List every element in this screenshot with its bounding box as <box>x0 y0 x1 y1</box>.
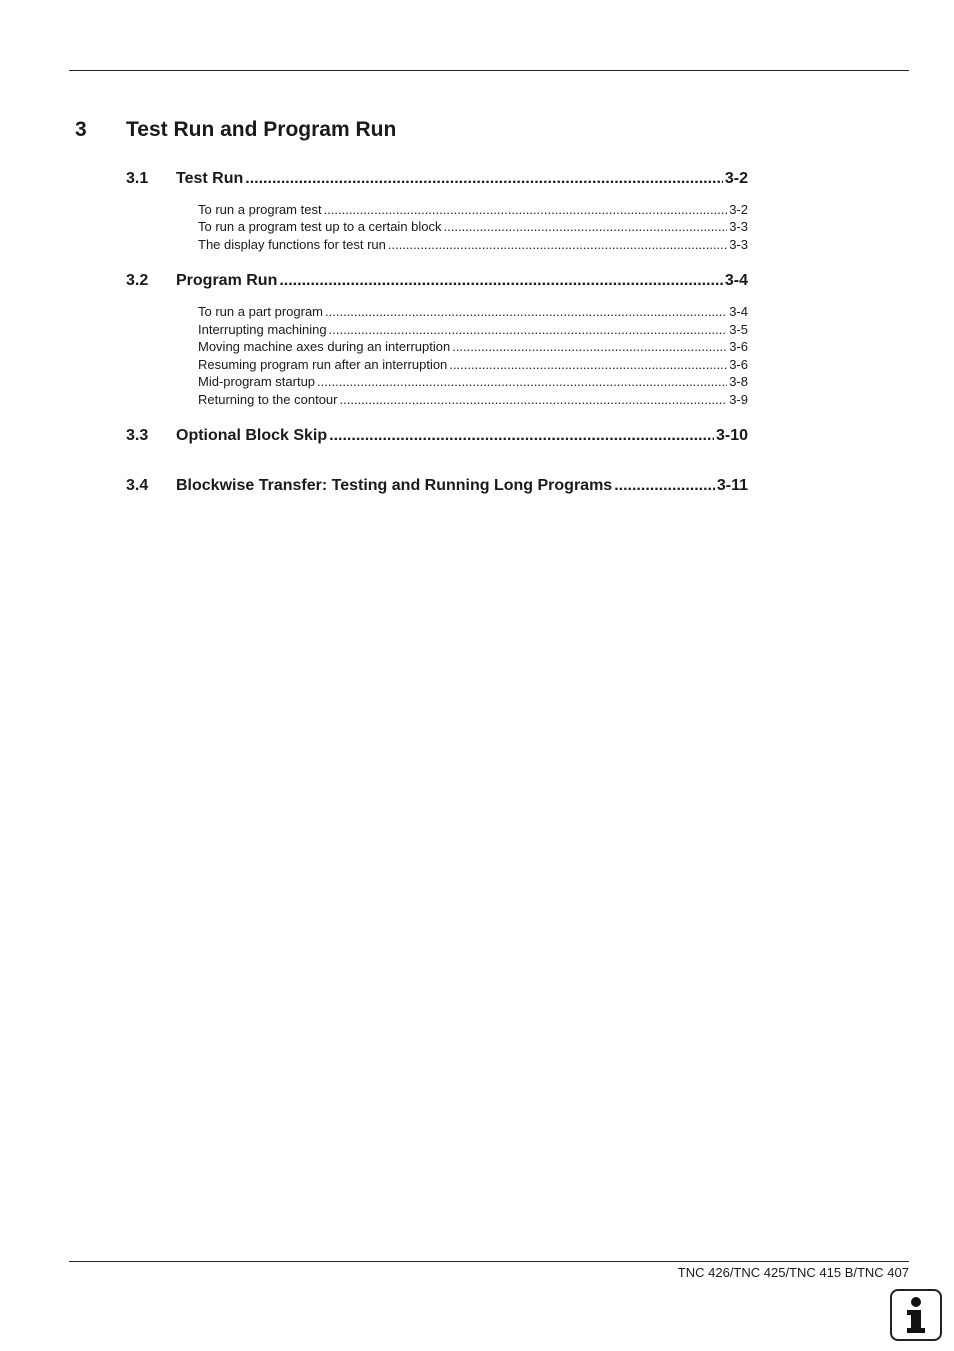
entry-page: 3-5 <box>729 322 748 337</box>
toc-entry[interactable] <box>198 373 748 390</box>
entry-page: 3-6 <box>729 339 748 354</box>
toc-entry[interactable] <box>198 321 748 338</box>
entry-title: Moving machine axes during an interruption <box>198 339 451 354</box>
entry-title: Interrupting machining <box>198 322 327 337</box>
toc-section-3-4[interactable] <box>126 476 748 496</box>
entry-title: Resuming program run after an interruption <box>198 357 448 372</box>
dot-leader <box>317 373 727 390</box>
toc-section-3-2[interactable] <box>126 271 748 291</box>
entry-page: 3-4 <box>729 304 748 319</box>
dot-leader <box>444 218 728 235</box>
section-title: Test Run <box>176 170 244 187</box>
dot-leader <box>449 356 727 373</box>
entry-title: To run a program test up to a certain block <box>198 219 442 234</box>
entry-title: To run a part program <box>198 304 324 319</box>
dot-leader <box>329 426 714 446</box>
toc-entry[interactable] <box>198 356 748 373</box>
chapter-title: Test Run and Program Run <box>126 118 397 141</box>
dot-leader <box>329 321 728 338</box>
footer-model-text: TNC 426/TNC 425/TNC 415 B/TNC 407 <box>677 1265 909 1280</box>
section-page: 3-4 <box>724 272 748 289</box>
toc-entry[interactable] <box>198 391 748 408</box>
toc-section-3-3[interactable] <box>126 426 748 446</box>
bottom-rule <box>69 1261 909 1262</box>
info-icon <box>890 1289 942 1341</box>
dot-leader <box>245 169 723 189</box>
dot-leader <box>325 303 727 320</box>
section-number: 3.1 <box>126 170 149 187</box>
section-number: 3.4 <box>126 477 149 494</box>
section-page: 3-2 <box>724 170 748 187</box>
section-title: Program Run <box>176 272 278 289</box>
dot-leader <box>279 271 723 291</box>
toc-section-3-1[interactable] <box>126 169 748 189</box>
toc-entry[interactable] <box>198 218 748 235</box>
entry-page: 3-3 <box>729 237 748 252</box>
entry-title: To run a program test <box>198 202 322 217</box>
section-number: 3.2 <box>126 272 149 289</box>
toc-entry[interactable] <box>198 236 748 253</box>
top-rule <box>69 70 909 71</box>
toc-entry[interactable] <box>198 201 748 218</box>
entry-title: Returning to the contour <box>198 392 338 407</box>
dot-leader <box>339 391 727 408</box>
entry-page: 3-6 <box>729 357 748 372</box>
section-title: Blockwise Transfer: Testing and Running Long Programs <box>176 477 613 494</box>
section-page: 3-10 <box>715 427 748 444</box>
entry-title: The display functions for test run <box>198 237 386 252</box>
entry-page: 3-8 <box>729 374 748 389</box>
entry-page: 3-3 <box>729 219 748 234</box>
section-page: 3-11 <box>716 477 748 494</box>
dot-leader <box>614 476 715 496</box>
toc-entry[interactable] <box>198 338 748 355</box>
dot-leader <box>452 338 727 355</box>
entry-page: 3-2 <box>729 202 748 217</box>
chapter-number: 3 <box>75 118 87 141</box>
entry-title: Mid-program startup <box>198 374 316 389</box>
section-title: Optional Block Skip <box>176 427 328 444</box>
toc-entry[interactable] <box>198 303 748 320</box>
dot-leader <box>324 201 728 218</box>
entry-page: 3-9 <box>729 392 748 407</box>
dot-leader <box>388 236 727 253</box>
section-number: 3.3 <box>126 427 149 444</box>
